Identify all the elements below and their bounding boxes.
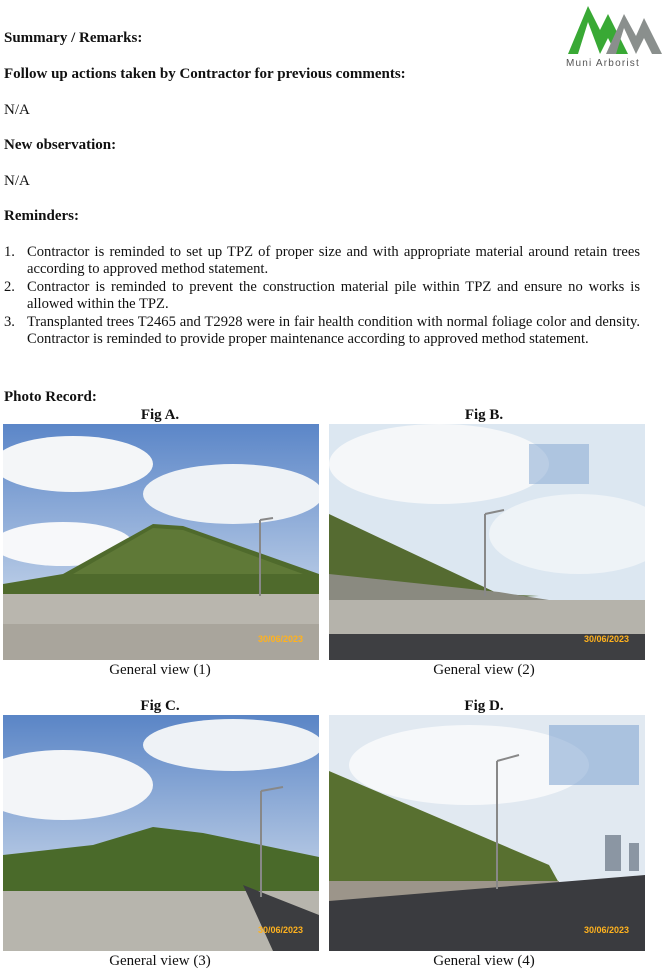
reminder-item	[4, 244, 640, 278]
reminder-item	[4, 314, 640, 348]
fig-a-caption: General view (1)	[109, 662, 211, 678]
reminder-text: Contractor is reminded to prevent the construction material pile within TPZ and ensure no works is allowed within the TPZ.	[27, 279, 640, 312]
fig-b-label: Fig B.	[464, 407, 504, 423]
photo-record-heading: Photo Record:	[4, 389, 97, 405]
fig-a-label: Fig A.	[140, 407, 180, 423]
photo-fig-b	[329, 424, 645, 660]
reminders-heading: Reminders:	[4, 208, 79, 224]
reminder-text: Contractor is reminded to set up TPZ of proper size and with appropriate material around retain trees according to approved method statement.	[27, 244, 640, 277]
photo-fig-a	[3, 424, 319, 660]
fig-b-caption: General view (2)	[433, 662, 535, 678]
photo-date: 30/06/2023	[257, 925, 303, 935]
reminder-number: 1.	[4, 244, 15, 260]
fig-c-label: Fig C.	[140, 698, 180, 714]
observation-text: N/A	[4, 173, 30, 189]
followup-heading: Follow up actions taken by Contractor for previous comments:	[4, 66, 406, 82]
photo-date: 30/06/2023	[257, 634, 303, 644]
summary-heading: Summary / Remarks:	[4, 30, 143, 46]
reminder-number: 2.	[4, 279, 15, 295]
fig-c-caption: General view (3)	[109, 953, 211, 969]
photo-fig-c	[3, 715, 319, 951]
reminder-number: 3.	[4, 314, 15, 330]
reminder-text: Transplanted trees T2465 and T2928 were in fair health condition with normal foliage color and density. Contractor is reminded to provide proper maintenance according to approved method statement.	[27, 314, 640, 347]
photo-date: 30/06/2023	[583, 634, 629, 644]
logo-text: Muni Arborist	[566, 58, 640, 69]
fig-d-caption: General view (4)	[433, 953, 535, 969]
reminders-list	[4, 244, 640, 349]
reminder-item	[4, 279, 640, 313]
followup-text: N/A	[4, 102, 30, 118]
fig-d-label: Fig D.	[464, 698, 504, 714]
observation-heading: New observation:	[4, 137, 117, 153]
photo-fig-d	[329, 715, 645, 951]
photo-date: 30/06/2023	[583, 925, 629, 935]
